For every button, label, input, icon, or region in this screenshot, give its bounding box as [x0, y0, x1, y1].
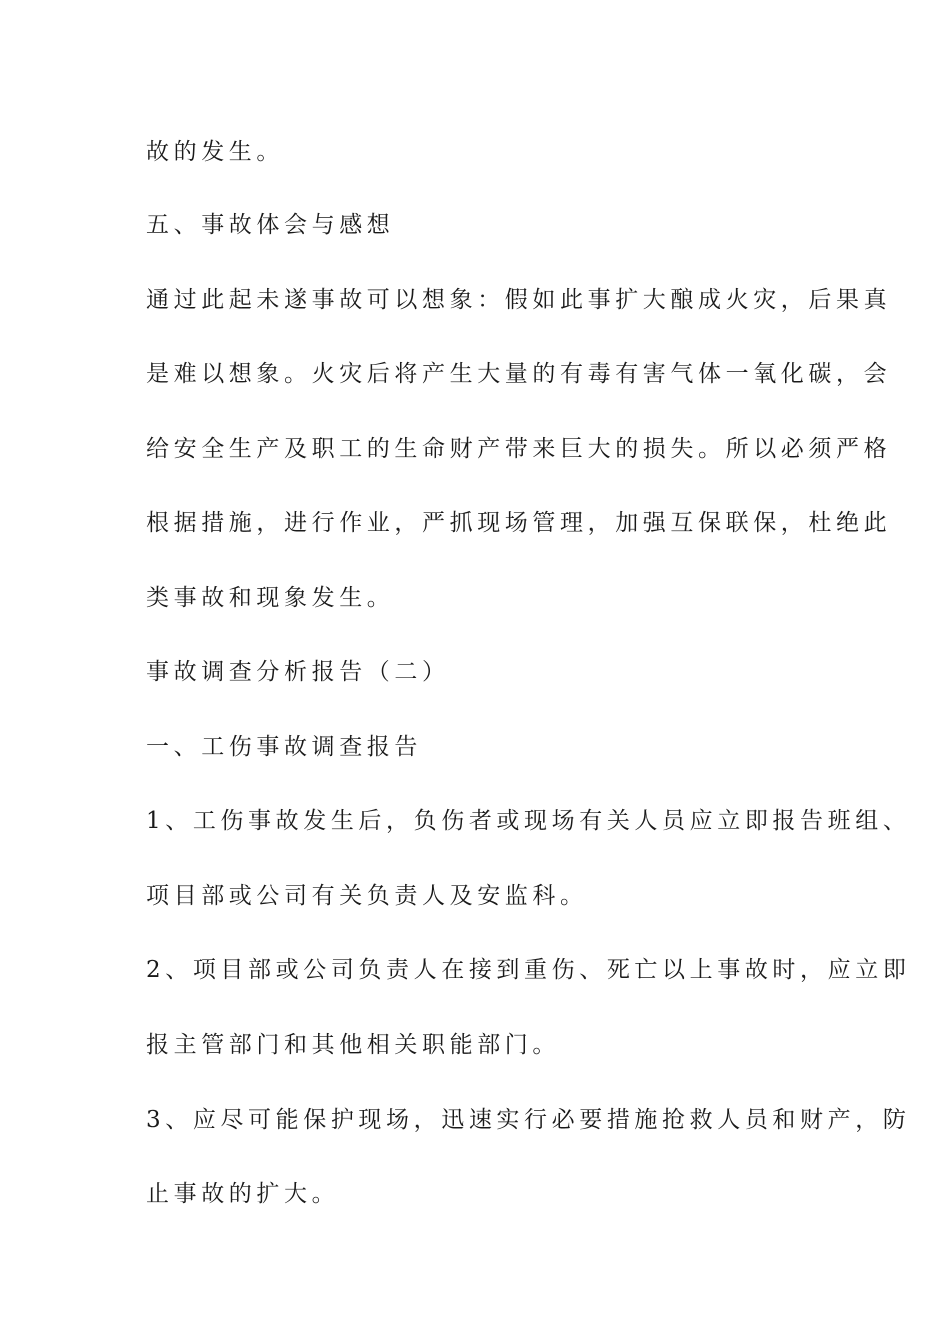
text-line: 止事故的扩大。: [146, 1181, 340, 1207]
text-line: 2、项目部或公司负责人在接到重伤、死亡以上事故时，应立即: [146, 957, 911, 983]
text-line: 类事故和现象发生。: [146, 585, 395, 611]
text-line: 给安全生产及职工的生命财产带来巨大的损失。所以必须严格: [146, 436, 892, 462]
text-line: 报主管部门和其他相关职能部门。: [146, 1032, 560, 1058]
text-line: 项目部或公司有关负责人及安监科。: [146, 883, 588, 909]
text-line: 1、工伤事故发生后，负伤者或现场有关人员应立即报告班组、: [146, 808, 911, 834]
text-line: 故的发生。: [146, 139, 284, 165]
report-title: 事故调查分析报告（二）: [146, 659, 450, 685]
text-line: 是难以想象。火灾后将产生大量的有毒有害气体一氧化碳，会: [146, 361, 892, 387]
text-line: 根据措施，进行作业，严抓现场管理，加强互保联保，杜绝此: [146, 510, 892, 536]
text-line: 3、应尽可能保护现场，迅速实行必要措施抢救人员和财产，防: [146, 1107, 911, 1133]
section-heading: 五、事故体会与感想: [146, 212, 395, 238]
section-heading: 一、工伤事故调查报告: [146, 734, 422, 760]
text-line: 通过此起未遂事故可以想象：假如此事扩大酿成火灾，后果真: [146, 287, 892, 313]
